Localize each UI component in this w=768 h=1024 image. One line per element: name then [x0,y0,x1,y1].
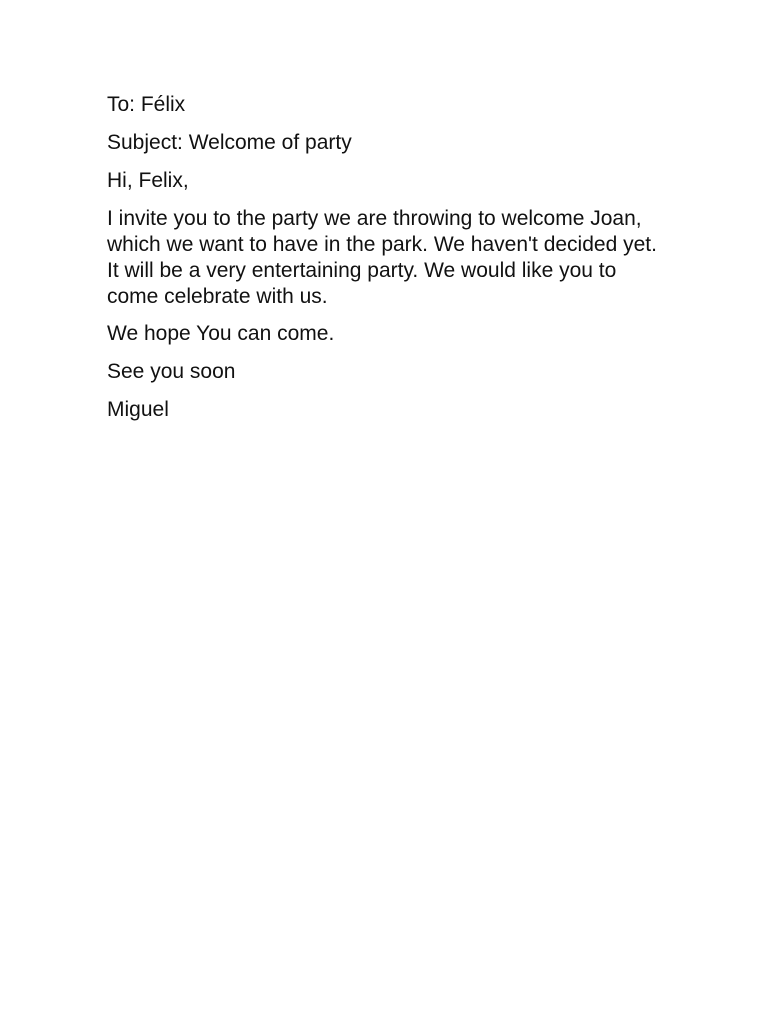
greeting: Hi, Felix, [107,169,189,192]
to-line: To: Félix [107,93,186,116]
closing: See you soon [107,360,236,383]
subject-line: Subject: Welcome of party [107,131,352,154]
letter [107,92,667,435]
hope-line: We hope You can come. [107,322,335,345]
signature: Miguel [107,398,169,421]
letter-body: I invite you to the party we are throwing to welcome Joan, which we want to have in the park. We haven't decided yet. It will be a very entertaining party. We would like you to come celebrate with us. [107,207,657,308]
